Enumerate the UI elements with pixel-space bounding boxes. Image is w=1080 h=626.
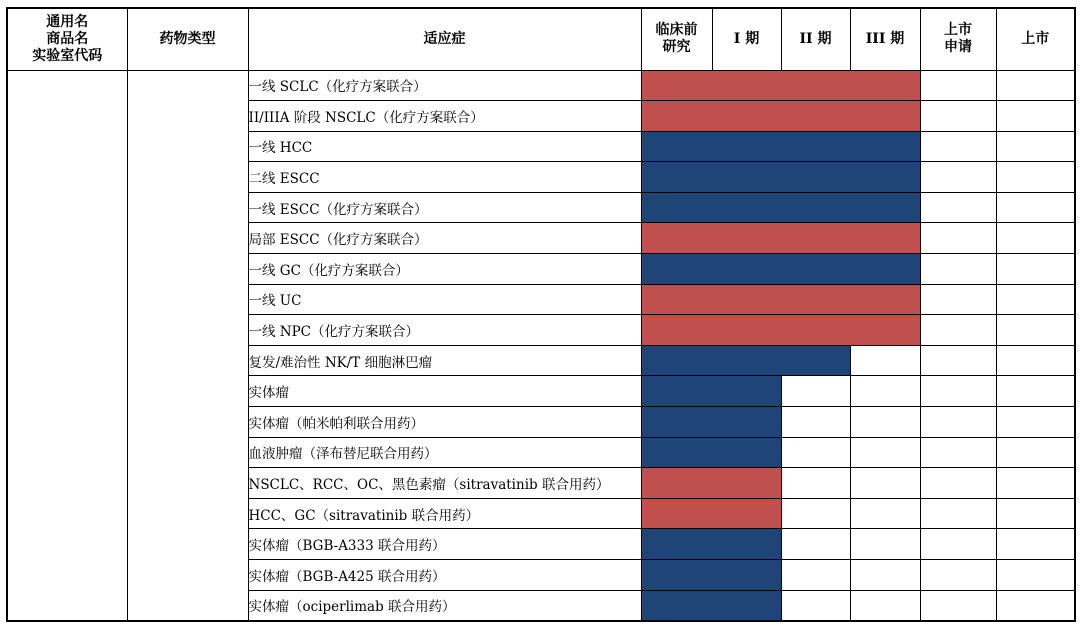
stage-cell-empty xyxy=(781,437,850,468)
indication-cell: 实体瘤 xyxy=(248,376,641,407)
stage-cell-empty xyxy=(920,315,996,346)
stage-cell-empty xyxy=(996,345,1075,376)
indication-cell: 实体瘤（BGB-A333 联合用药） xyxy=(248,529,641,560)
indication-cell: NSCLC、RCC、OC、黑色素瘤（sitravatinib 联合用药） xyxy=(248,468,641,499)
progress-bar xyxy=(641,468,781,499)
progress-bar xyxy=(641,254,920,285)
stage-cell-empty xyxy=(996,407,1075,438)
stage-cell-empty xyxy=(996,223,1075,254)
progress-bar xyxy=(641,131,920,162)
stage-cell-empty xyxy=(920,162,996,193)
progress-bar xyxy=(641,407,781,438)
indication-cell: 一线 SCLC（化疗方案联合） xyxy=(248,70,641,101)
stage-cell-empty xyxy=(996,529,1075,560)
stage-cell-empty xyxy=(996,468,1075,499)
header-indication: 适应症 xyxy=(248,8,641,70)
stage-cell-empty xyxy=(781,468,850,499)
progress-bar xyxy=(641,529,781,560)
drug-name-cell xyxy=(7,70,127,621)
drug-type-cell xyxy=(127,70,248,621)
indication-cell: 血液肿瘤（泽布替尼联合用药） xyxy=(248,437,641,468)
header-drug-name: 通用名 商品名 实验室代码 xyxy=(7,8,127,70)
stage-cell-empty xyxy=(920,254,996,285)
stage-cell-empty xyxy=(996,254,1075,285)
progress-bar xyxy=(641,345,850,376)
stage-cell-empty xyxy=(850,376,920,407)
progress-bar xyxy=(641,560,781,591)
indication-cell: 实体瘤（BGB-A425 联合用药） xyxy=(248,560,641,591)
indication-cell: II/IIIA 阶段 NSCLC（化疗方案联合） xyxy=(248,101,641,132)
stage-cell-empty xyxy=(850,468,920,499)
stage-cell-empty xyxy=(920,407,996,438)
stage-cell-empty xyxy=(920,529,996,560)
stage-cell-empty xyxy=(996,70,1075,101)
stage-cell-empty xyxy=(920,437,996,468)
stage-cell-empty xyxy=(781,376,850,407)
stage-cell-empty xyxy=(920,345,996,376)
stage-cell-empty xyxy=(920,468,996,499)
stage-cell-empty xyxy=(850,407,920,438)
stage-cell-empty xyxy=(850,437,920,468)
stage-cell-empty xyxy=(781,560,850,591)
stage-cell-empty xyxy=(920,223,996,254)
stage-cell-empty xyxy=(920,192,996,223)
progress-bar xyxy=(641,192,920,223)
indication-cell: 实体瘤（帕米帕利联合用药） xyxy=(248,407,641,438)
header-stage-filing: 上市 申请 xyxy=(920,8,996,70)
stage-cell-empty xyxy=(920,590,996,621)
stage-cell-empty xyxy=(920,101,996,132)
header-stage-marketed: 上市 xyxy=(996,8,1075,70)
stage-cell-empty xyxy=(850,560,920,591)
stage-cell-empty xyxy=(920,498,996,529)
progress-bar xyxy=(641,162,920,193)
indication-cell: 一线 ESCC（化疗方案联合） xyxy=(248,192,641,223)
stage-cell-empty xyxy=(920,70,996,101)
table-header xyxy=(7,8,1075,70)
stage-cell-empty xyxy=(996,315,1075,346)
header-stage-phase2: II 期 xyxy=(781,8,850,70)
table-row xyxy=(7,70,1075,101)
stage-cell-empty xyxy=(920,284,996,315)
stage-cell-empty xyxy=(781,529,850,560)
progress-bar xyxy=(641,590,781,621)
indication-cell: 一线 HCC xyxy=(248,131,641,162)
progress-bar xyxy=(641,223,920,254)
indication-cell: 局部 ESCC（化疗方案联合） xyxy=(248,223,641,254)
stage-cell-empty xyxy=(850,529,920,560)
stage-cell-empty xyxy=(996,101,1075,132)
header-stage-preclinical: 临床前 研究 xyxy=(641,8,712,70)
stage-cell-empty xyxy=(996,192,1075,223)
progress-bar xyxy=(641,315,920,346)
indication-cell: 一线 GC（化疗方案联合） xyxy=(248,254,641,285)
stage-cell-empty xyxy=(996,437,1075,468)
header-stage-phase1: I 期 xyxy=(712,8,781,70)
progress-bar xyxy=(641,376,781,407)
indication-cell: HCC、GC（sitravatinib 联合用药） xyxy=(248,498,641,529)
progress-bar xyxy=(641,101,920,132)
stage-cell-empty xyxy=(781,498,850,529)
progress-bar xyxy=(641,498,781,529)
indication-cell: 二线 ESCC xyxy=(248,162,641,193)
indication-cell: 一线 UC xyxy=(248,284,641,315)
stage-cell-empty xyxy=(996,131,1075,162)
progress-bar xyxy=(641,437,781,468)
header-stage-phase3: III 期 xyxy=(850,8,920,70)
stage-cell-empty xyxy=(996,284,1075,315)
stage-cell-empty xyxy=(996,590,1075,621)
stage-cell-empty xyxy=(781,590,850,621)
stage-cell-empty xyxy=(920,376,996,407)
stage-cell-empty xyxy=(996,498,1075,529)
stage-cell-empty xyxy=(996,560,1075,591)
indication-cell: 复发/难治性 NK/T 细胞淋巴瘤 xyxy=(248,345,641,376)
progress-bar xyxy=(641,284,920,315)
stage-cell-empty xyxy=(850,345,920,376)
progress-bar xyxy=(641,70,920,101)
pipeline-table xyxy=(6,7,1076,622)
stage-cell-empty xyxy=(920,131,996,162)
indication-cell: 一线 NPC（化疗方案联合） xyxy=(248,315,641,346)
stage-cell-empty xyxy=(781,407,850,438)
stage-cell-empty xyxy=(850,498,920,529)
stage-cell-empty xyxy=(850,590,920,621)
stage-cell-empty xyxy=(996,376,1075,407)
table-body xyxy=(7,70,1075,621)
header-drug-type: 药物类型 xyxy=(127,8,248,70)
stage-cell-empty xyxy=(920,560,996,591)
stage-cell-empty xyxy=(996,162,1075,193)
indication-cell: 实体瘤（ociperlimab 联合用药） xyxy=(248,590,641,621)
